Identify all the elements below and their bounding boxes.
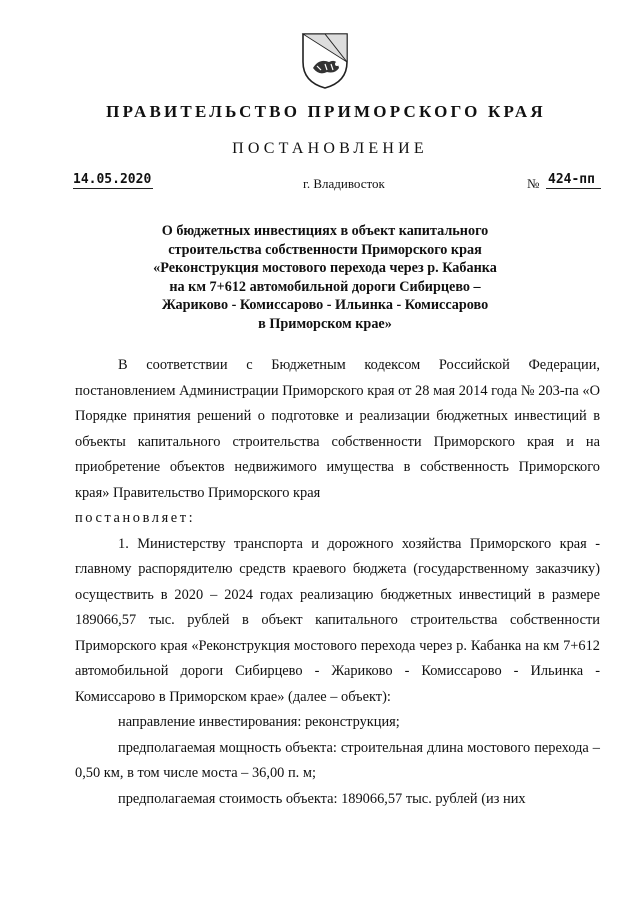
- title-line: О бюджетных инвестициях в объект капитального: [161, 223, 489, 239]
- direction-paragraph: направление инвестирования: реконструкция;: [118, 714, 400, 730]
- title-line: в Приморском крае»: [258, 315, 392, 332]
- title-line: строительства собственности Приморского края: [168, 241, 482, 258]
- title-line: на км 7+612 автомобильной дороги Сибирцево –: [169, 278, 481, 295]
- resolves-word: постановляет:: [75, 510, 196, 526]
- cost-paragraph: предполагаемая стоимость объекта: 189066,57 тыс. рублей (из них: [118, 790, 526, 807]
- decree-city: г. Владивосток: [303, 176, 385, 191]
- decree-title: [100, 222, 550, 334]
- document-type: ПОСТАНОВЛЕНИЕ: [232, 140, 428, 157]
- number-sign: №: [527, 176, 540, 191]
- decree-number: 424-пп: [546, 172, 601, 189]
- title-line: Жариково - Комиссарово - Ильинка - Комиссарово: [161, 297, 489, 314]
- capacity-paragraph: предполагаемая мощность объекта: строительная длина мостового перехода – 0,50 км, в том числе моста – 36,00 п. м;: [75, 739, 600, 781]
- preamble-paragraph: В соответствии с Бюджетным кодексом Российской Федерации, постановлением Администрации Приморского края от 28 мая 2014 года № 203-па «О Порядке принятия решений о подготовке и реализации бюджетных инвестиций в объекты капитального строительства собственности Приморского края и на приобретение объектов недвижимого имущества в собственность Приморского края» Правительство Приморского края: [75, 357, 600, 501]
- coat-of-arms-emblem: [299, 28, 351, 90]
- title-line: «Реконструкция мостового перехода через р. Кабанка: [153, 260, 497, 277]
- government-title: ПРАВИТЕЛЬСТВО ПРИМОРСКОГО КРАЯ: [106, 102, 546, 121]
- item-1-paragraph: 1. Министерству транспорта и дорожного хозяйства Приморского края - главному распорядителю средств краевого бюджета (государственному заказчику) осуществить в 2020 – 2024 годах реализацию бюджетных инвестиций в размере 189066,57 тыс. рублей в объект капитального строительства собственности Приморского края «Реконструкция мостового перехода через р. Кабанка на км 7+612 автомобильной дороги Сибирцево - Жариково - Комиссарово - Ильинка - Комиссарово в Приморском крае» (далее – объект):: [75, 535, 600, 705]
- decree-date: 14.05.2020: [73, 172, 152, 187]
- decree-body: [75, 353, 600, 812]
